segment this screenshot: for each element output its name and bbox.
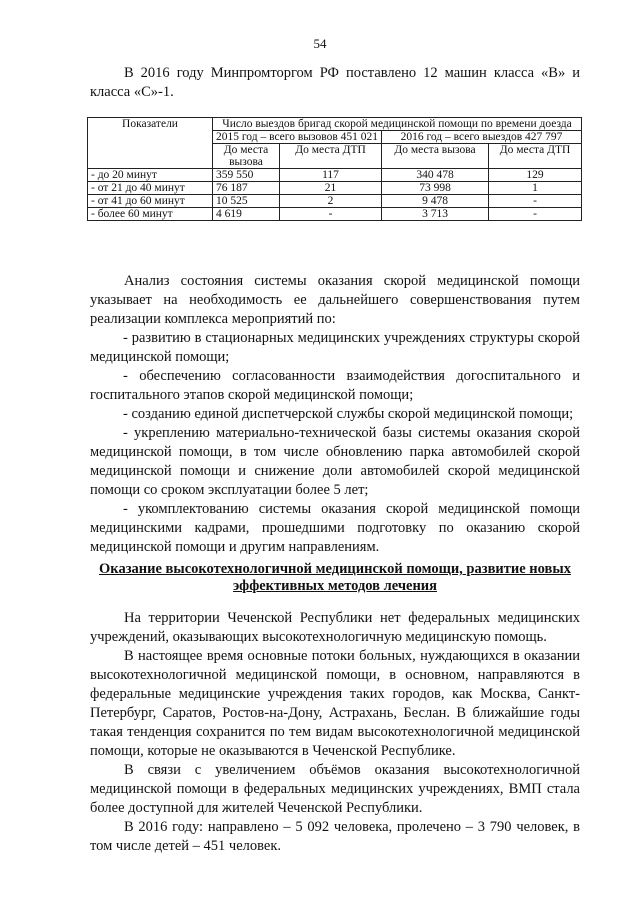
- cell-value: 129: [489, 169, 582, 182]
- header-2016: 2016 год – всего выездов 427 797: [382, 131, 582, 144]
- analysis-section: [90, 272, 580, 557]
- cell-value: 1: [489, 182, 582, 195]
- cell-value: 4 619: [213, 208, 280, 221]
- analysis-item: - укомплектованию системы оказания скорой медицинской помощи медицинскими кадрами, прошедшими подготовку по оказанию скорой медицинской помощи и другим направлениям.: [90, 501, 580, 555]
- header-indicator: Показатели: [88, 118, 213, 169]
- page-number: 54: [313, 36, 327, 51]
- cell-value: 2: [280, 195, 382, 208]
- subheader-dtp-2015: До места ДТП: [280, 144, 382, 169]
- table-row: [88, 169, 582, 182]
- intro-text: В 2016 году Минпромторгом РФ поставлено 12 машин класса «В» и класса «С»-1.: [90, 65, 580, 100]
- row-label: - до 20 минут: [88, 169, 213, 182]
- subheader-place-2015: До места вызова: [213, 144, 280, 169]
- table-row: [88, 208, 582, 221]
- analysis-item: - развитию в стационарных медицинских учреждениях структуры скорой медицинской помощи;: [90, 330, 580, 365]
- ambulance-stats-table: [87, 117, 582, 221]
- row-label: - от 41 до 60 минут: [88, 195, 213, 208]
- body-paragraph: В настоящее время основные потоки больных, нуждающихся в оказании высокотехнологичной медицинской помощи, в основном, направляются в федеральные медицинские учреждения таких городов, как Москва, Санкт-Петербург, Саратов, Ростов-на-Дону, Астрахань, Беслан. В ближайшие годы такая тенденция сохранится по тем видам высокотехнологичной медицинской помощи, которые не оказываются в Чеченской Республике.: [90, 648, 580, 759]
- intro-paragraph: [90, 64, 580, 102]
- cell-value: 73 998: [382, 182, 489, 195]
- analysis-item: - обеспечению согласованности взаимодействия догоспитального и госпитального этапов скорой медицинской помощи;: [90, 368, 580, 403]
- section-heading: Оказание высокотехнологичной медицинской помощи, развитие новых эффективных методов лечения: [99, 561, 571, 594]
- cell-value: 21: [280, 182, 382, 195]
- cell-value: 76 187: [213, 182, 280, 195]
- cell-value: 117: [280, 169, 382, 182]
- body-paragraph: В 2016 году: направлено – 5 092 человека, пролечено – 3 790 человек, в том числе детей – 451 человек.: [90, 819, 580, 854]
- subheader-place-2016: До места вызова: [382, 144, 489, 169]
- analysis-lead: Анализ состояния системы оказания скорой медицинской помощи указывает на необходимость ее дальнейшего совершенствования путем реализации комплекса мероприятий по:: [90, 273, 580, 327]
- header-2015: 2015 год – всего вызовов 451 021: [213, 131, 382, 144]
- vmp-section: [90, 609, 580, 856]
- cell-value: -: [280, 208, 382, 221]
- table-header-row: [88, 118, 582, 131]
- cell-value: -: [489, 195, 582, 208]
- table-row: [88, 182, 582, 195]
- body-paragraph: В связи с увеличением объёмов оказания высокотехнологичной медицинской помощи в федеральных медицинских учреждениях, ВМП стала более доступной для жителей Чеченской Республики.: [90, 762, 580, 816]
- subheader-dtp-2016: До места ДТП: [489, 144, 582, 169]
- analysis-item: - созданию единой диспетчерской службы скорой медицинской помощи;: [123, 406, 574, 422]
- cell-value: 9 478: [382, 195, 489, 208]
- row-label: - от 21 до 40 минут: [88, 182, 213, 195]
- cell-value: 3 713: [382, 208, 489, 221]
- table-row: [88, 195, 582, 208]
- cell-value: -: [489, 208, 582, 221]
- cell-value: 340 478: [382, 169, 489, 182]
- body-paragraph: На территории Чеченской Республики нет федеральных медицинских учреждений, оказывающих высокотехнологичную медицинскую помощь.: [90, 610, 580, 645]
- row-label: - более 60 минут: [88, 208, 213, 221]
- cell-value: 359 550: [213, 169, 280, 182]
- header-group: Число выездов бригад скорой медицинской помощи по времени доезда: [213, 118, 582, 131]
- cell-value: 10 525: [213, 195, 280, 208]
- analysis-item: - укреплению материально-технической базы системы оказания скорой медицинской помощи, в том числе обновлению парка автомобилей скорой медицинской помощи и снижение доли автомобилей скорой медицинской помощи со сроком эксплуатации более 5 лет;: [90, 425, 580, 498]
